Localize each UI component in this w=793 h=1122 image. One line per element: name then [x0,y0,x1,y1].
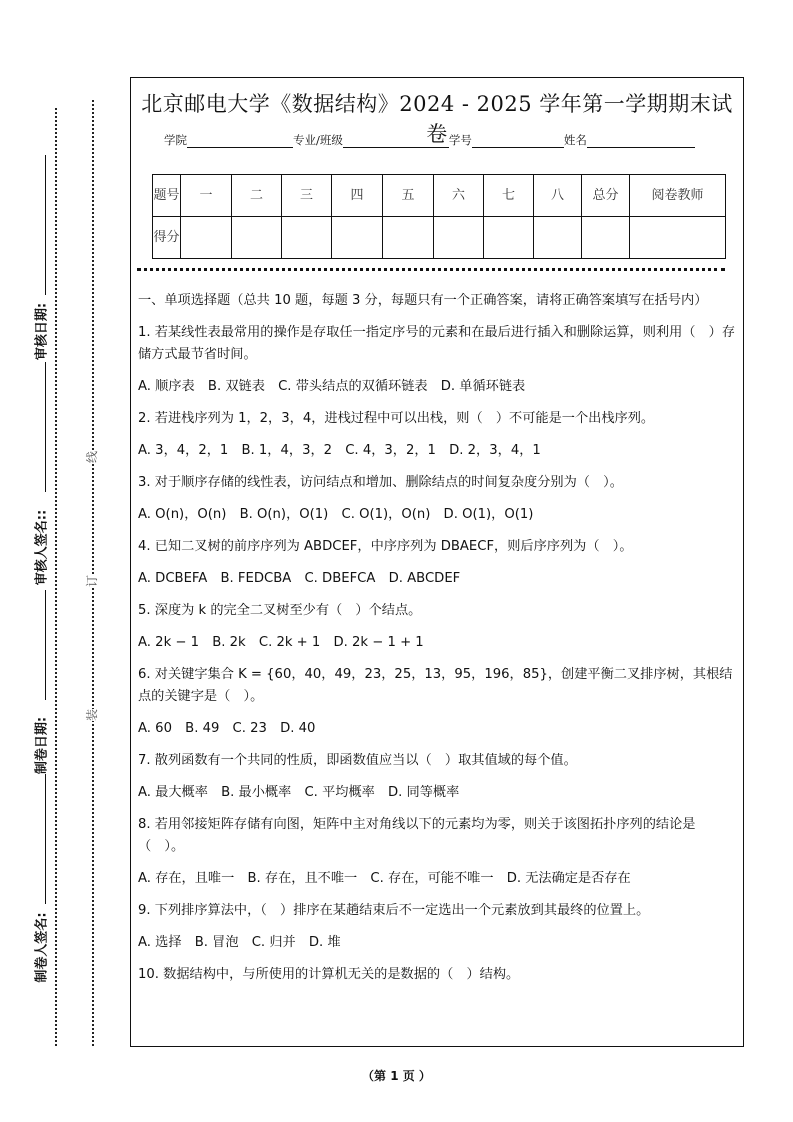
question-9: 9. 下列排序算法中，（ ）排序在某趟结束后不一定选出一个元素放到其最终的位置上。 [138,903,650,918]
score-cell[interactable] [332,217,383,259]
score-cell[interactable] [383,217,434,259]
options-1: A. 顺序表 B. 双链表 C. 带头结点的双循环链表 D. 单循环链表 [138,379,526,394]
page-number: （第 1 页 ） [362,1069,431,1083]
inner-dotted-line [92,100,94,1046]
creator-signature-label: 制卷人签名: [34,912,50,983]
options-9: A. 选择 B. 冒泡 C. 归并 D. 堆 [138,935,341,950]
score-cell[interactable] [282,217,332,259]
score-col-total: 总分 [582,175,630,217]
student-info-row [164,132,695,148]
score-row-label: 得分 [153,217,181,259]
question-8: 8. 若用邻接矩阵存储有向图，矩阵中主对角线以下的元素均为零，则关于该图拓扑序列的结论是（ ）。 [138,817,696,854]
score-total-cell[interactable] [582,217,630,259]
major-class-field[interactable] [343,135,449,148]
creation-date-label: 制卷日期: [34,716,50,775]
college-field[interactable] [187,135,293,148]
options-2: A. 3，4，2，1 B. 1，4，3，2 C. 4，3，2，1 D. 2，3，4，1 [138,443,541,458]
exam-frame [130,77,744,1047]
outer-dotted-line [55,108,57,1046]
score-col-4: 四 [332,175,383,217]
cut-mark-staple: 装 [85,708,100,722]
score-col-7: 七 [484,175,534,217]
question-10: 10. 数据结构中，与所使用的计算机无关的是数据的（ ）结构。 [138,967,520,982]
score-table-header-row [153,175,726,217]
question-4: 4. 已知二叉树的前序序列为 ABDCEF，中序序列为 DBAECF，则后序序列为（ ）。 [138,539,633,554]
score-col-2: 二 [232,175,282,217]
score-table-score-row [153,217,726,259]
student-id-field[interactable] [472,135,564,148]
options-7: A. 最大概率 B. 最小概率 C. 平均概率 D. 同等概率 [138,785,460,800]
signature-line [45,590,46,700]
score-col-6: 六 [434,175,484,217]
reviewer-signature-label: 审核人签名:: [34,509,50,586]
score-col-8: 八 [534,175,582,217]
student-id-label: 学号 [448,133,472,147]
major-class-label: 专业/班级 [293,133,343,147]
score-cell[interactable] [484,217,534,259]
name-label: 姓名 [563,133,587,147]
question-1: 1. 若某线性表最常用的操作是存取任一指定序号的元素和在最后进行插入和删除运算，则利用（ ）存储方式最节省时间。 [138,325,736,362]
question-3: 3. 对于顺序存储的线性表，访问结点和增加、删除结点的时间复杂度分别为（ ）。 [138,475,623,490]
grader-cell[interactable] [630,217,726,259]
dotted-separator [137,268,725,271]
question-5: 5. 深度为 k 的完全二叉树至少有（ ）个结点。 [138,603,422,618]
grader-header: 阅卷教师 [630,175,726,217]
signature-line [45,155,46,295]
score-cell[interactable] [534,217,582,259]
options-3: A. O(n)，O(n) B. O(n)，O(1) C. O(1)，O(n) D. O(1)，O(1) [138,507,534,522]
cut-mark-bind: 订 [85,574,100,588]
question-6: 6. 对关键字集合 K = {60，40，49，23，25，13，95，196，85}，创建平衡二叉排序树，其根结点的关键字是（ ）。 [138,667,733,704]
review-date-label: 审核日期: [34,302,50,361]
signature-line [45,774,46,904]
options-5: A. 2k − 1 B. 2k C. 2k + 1 D. 2k − 1 + 1 [138,635,424,650]
college-label: 学院 [164,133,187,147]
score-cell[interactable] [232,217,282,259]
options-6: A. 60 B. 49 C. 23 D. 40 [138,721,316,736]
questions-section [138,290,737,986]
section-heading: 一、单项选择题（总共 10 题，每题 3 分，每题只有一个正确答案，请将正确答案填写在括号内） [138,293,708,308]
cut-mark-line: 线 [85,450,100,464]
signature-line [45,362,46,492]
question-number-header: 题号 [153,175,181,217]
question-7: 7. 散列函数有一个共同的性质，即函数值应当以（ ）取其值域的每个值。 [138,753,577,768]
score-col-3: 三 [282,175,332,217]
score-col-5: 五 [383,175,434,217]
options-8: A. 存在，且唯一 B. 存在，且不唯一 C. 存在，可能不唯一 D. 无法确定是否存在 [138,871,631,886]
score-table [152,174,726,259]
page-title: 北京邮电大学《数据结构》2024 - 2025 学年第一学期期末试卷 [141,92,733,146]
name-field[interactable] [587,135,695,148]
options-4: A. DCBEFA B. FEDCBA C. DBEFCA D. ABCDEF [138,571,461,586]
score-cell[interactable] [181,217,232,259]
question-2: 2. 若进栈序列为 1，2，3，4，进栈过程中可以出栈，则（ ）不可能是一个出栈序列。 [138,411,655,426]
score-col-1: 一 [181,175,232,217]
score-cell[interactable] [434,217,484,259]
